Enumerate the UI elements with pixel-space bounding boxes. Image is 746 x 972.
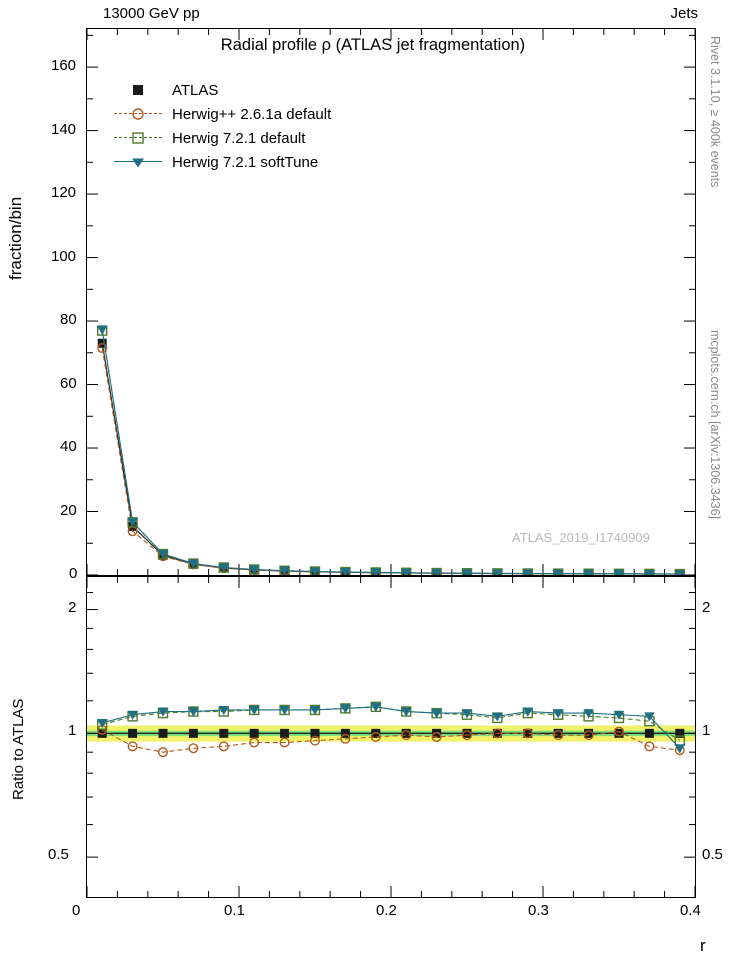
header-beam-label: 13000 GeV pp (103, 5, 200, 22)
legend-label-atlas: ATLAS (172, 81, 219, 99)
legend-entry-herwig721-default (112, 126, 331, 150)
legend-label-herwigpp: Herwig++ 2.6.1a default (172, 105, 332, 123)
x-tick-label-0: 0 (72, 902, 81, 919)
x-tick-label-1: 0.1 (224, 902, 245, 919)
y-tick-label-ratio-left-1: 1 (68, 722, 77, 740)
y-tick-label-ratio-right-0: 0.5 (702, 846, 723, 864)
analysis-watermark: ATLAS_2019_I1740909 (512, 530, 650, 545)
x-tick-label-3: 0.3 (528, 902, 549, 919)
y-tick-label-main-8: 160 (51, 57, 77, 75)
legend-label-herwig721-softtune: Herwig 7.2.1 softTune (172, 153, 319, 171)
square-filled-icon (133, 85, 144, 96)
y-tick-label-main-7: 140 (51, 120, 77, 138)
y-tick-label-main-4: 80 (60, 311, 77, 329)
ratio-plot-canvas (87, 577, 695, 897)
y-tick-label-ratio-right-1: 1 (702, 722, 711, 740)
y-tick-label-main-3: 60 (60, 374, 77, 392)
legend-entry-herwig721-softtune (112, 150, 331, 174)
legend-key-herwigpp (112, 104, 164, 124)
rivet-caption: Rivet 3.1.10, ≥ 400k events (708, 36, 722, 188)
ratio-plot-frame (86, 576, 696, 898)
y-tick-label-main-5: 100 (51, 247, 77, 265)
x-axis-label: r (700, 936, 706, 955)
legend-key-herwig721-softtune (112, 152, 164, 172)
header-process-label: Jets (670, 5, 698, 22)
y-tick-label-ratio-left-0: 0.5 (48, 846, 69, 864)
x-tick-label-4: 0.4 (680, 902, 701, 919)
y-axis-label-main: fraction/bin (6, 196, 25, 280)
legend-entry-atlas (112, 78, 331, 102)
y-tick-label-ratio-right-2: 2 (702, 598, 711, 616)
y-tick-label-main-2: 40 (60, 438, 77, 456)
y-axis-label-ratio: Ratio to ATLAS (10, 698, 27, 800)
y-tick-label-ratio-left-2: 2 (68, 598, 77, 616)
legend (112, 78, 331, 174)
x-tick-label-2: 0.2 (376, 902, 397, 919)
legend-key-atlas (112, 80, 164, 100)
mcplots-caption: mcplots.cern.ch [arXiv:1306.3436] (708, 330, 722, 519)
triangle-down-filled-icon (131, 156, 146, 169)
circle-open-icon (132, 108, 145, 121)
legend-entry-herwigpp (112, 102, 331, 126)
legend-label-herwig721-default: Herwig 7.2.1 default (172, 129, 306, 147)
square-open-icon (132, 132, 145, 145)
legend-key-herwig721-default (112, 128, 164, 148)
y-tick-label-main-0: 0 (69, 565, 78, 582)
y-tick-label-main-1: 20 (60, 501, 77, 519)
chart-title: Radial profile ρ (ATLAS jet fragmentation) (220, 36, 526, 54)
y-tick-label-main-6: 120 (51, 184, 77, 202)
